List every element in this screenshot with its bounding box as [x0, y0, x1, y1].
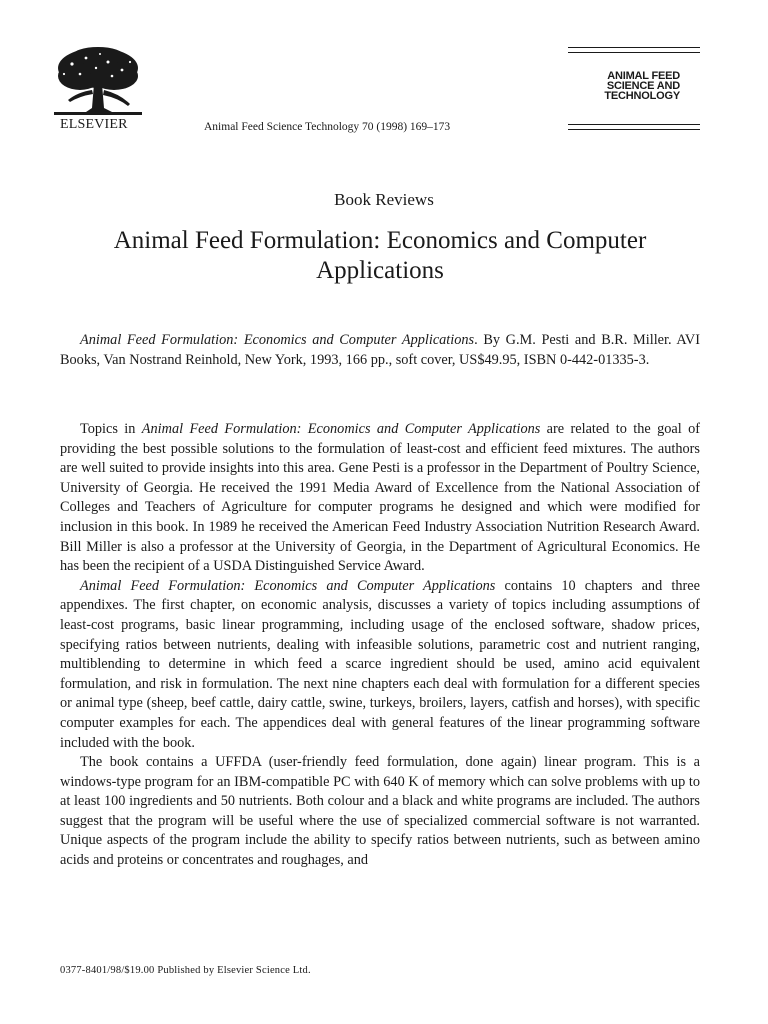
elsevier-tree-logo	[50, 46, 146, 118]
paragraph-text: are related to the goal of providing the best possible solutions to the formulation of least-cost and efficient feed mixtures. The authors are well suited to provide insights into this area. Gene Pesti is a professor in the Department of Poultry Science, University of Georgia. He received the 1991 Media Award of Excellence from the National Association of Colleges and Teachers of Agriculture for computer programs he designed and which were modified for inclusion in this book. In 1989 he received the American Feed Industry Association Nutrition Research Award. Bill Miller is also a professor at the University of Georgia, in the Department of Agricultural Economics. He has been the recipient of a USDA Distinguished Service Award.	[60, 421, 700, 575]
journal-citation: Animal Feed Science Technology 70 (1998) 169–173	[204, 121, 451, 133]
header-rule	[568, 47, 700, 48]
paragraph	[60, 420, 700, 577]
journal-mark-line: SCIENCE AND	[606, 80, 680, 92]
paragraph-text: Topics in	[80, 421, 142, 437]
paragraph-text: contains 10 chapters and three appendixes. The first chapter, on economic analysis, discusses a variety of topics including assumptions of least-cost programs, basic linear programming, including usage of the enclosed software, shadow prices, specifying ratios between nutrients, dealing with infeasible solutions, parametric cost and nutrient ranging, multiblending to determine in which feed a scarce ingredient should be used, amino acid equivalent formulation, and risk in formulation. The next nine chapters each deal with formulation for a different species or animal type (sheep, beef cattle, dairy cattle, swine, turkeys, broilers, layers, catfish and horses), with specific computer examples for each. The appendices deal with general features of the linear programming software included with the book.	[60, 577, 700, 751]
book-title-italic: Animal Feed Formulation: Economics and Computer Applications	[80, 577, 496, 594]
section-label: Book Reviews	[334, 190, 434, 209]
book-title: Animal Feed Formulation: Economics and Computer Applications	[80, 332, 475, 348]
header-rule	[568, 129, 700, 130]
book-title-italic: Animal Feed Formulation: Economics and Computer Applications	[141, 421, 541, 437]
book-details: . By G.M. Pesti and B.R. Miller. AVI Books, Van Nostrand Reinhold, New York, 1993, 166 pp., soft cover, US$49.95, ISBN 0-442-01335-3.	[60, 332, 700, 368]
journal-mark-line: TECHNOLOGY	[604, 90, 680, 102]
journal-mark-line: ANIMAL FEED	[607, 70, 680, 82]
book-citation	[60, 331, 700, 370]
publisher-name: ELSEVIER	[60, 117, 128, 132]
header-rule	[568, 52, 700, 53]
review-title: Animal Feed Formulation: Economics and Computer Applications	[113, 227, 647, 284]
paragraph	[60, 577, 700, 753]
review-body	[60, 420, 700, 871]
paragraph: The book contains a UFFDA (user-friendly feed formulation, done again) linear program. This is a windows-type program for an IBM-compatible PC with 640 K of memory which can solve problems with up to at least 100 ingredients and 50 nutrients. Both colour and a black and white programs are included. The authors suggest that the program will be useful where the use of specialized commercial software is not warranted. Unique aspects of the program include the ability to specify ratios between nutrients, such as between amino acids and proteins or concentrates and roughages, and	[60, 754, 700, 869]
journal-mark	[568, 71, 680, 101]
header-rule	[568, 124, 700, 125]
footer-copyright: 0377-8401/98/$19.00 Published by Elsevier Science Ltd.	[60, 965, 311, 976]
